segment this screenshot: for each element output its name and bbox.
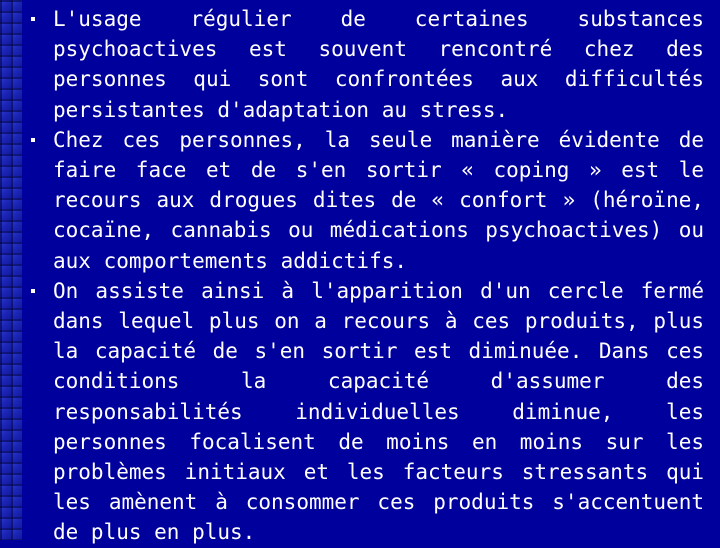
bullet-marker-icon <box>31 138 35 142</box>
bullet-marker-icon <box>31 17 35 21</box>
left-decorative-strip <box>0 0 22 540</box>
bullet-item-usage <box>22 4 704 125</box>
bullet-text: Chez ces personnes, la seule manière évidente de faire face et de s'en sortir « coping » est le recours aux drogues dites de « confort » (héroïne, cocaïne, cannabis ou médications psychoactives) ou aux comportements addictifs. <box>53 127 704 273</box>
slide-content <box>22 4 704 548</box>
bullet-text: L'usage régulier de certaines substances psychoactives est souvent rencontré chez des personnes qui sont confrontées aux difficultés persistantes d'adaptation au stress. <box>53 7 704 122</box>
bullet-item-coping <box>22 125 704 276</box>
bullet-text: On assiste ainsi à l'apparition d'un cercle fermé dans lequel plus on a recours à ces produits, plus la capacité de s'en sortir est diminuée. Dans ces conditions la capacité d'assumer des responsabilités individuelles diminue, les personnes focalisent de moins en moins sur les problèmes initiaux et les facteurs stressants qui les amènent à consommer ces produits s'accentuent de plus en plus. <box>53 278 704 545</box>
bullet-marker-icon <box>31 289 35 293</box>
bullet-list <box>22 4 704 548</box>
bullet-item-cercle-ferme <box>22 276 704 548</box>
